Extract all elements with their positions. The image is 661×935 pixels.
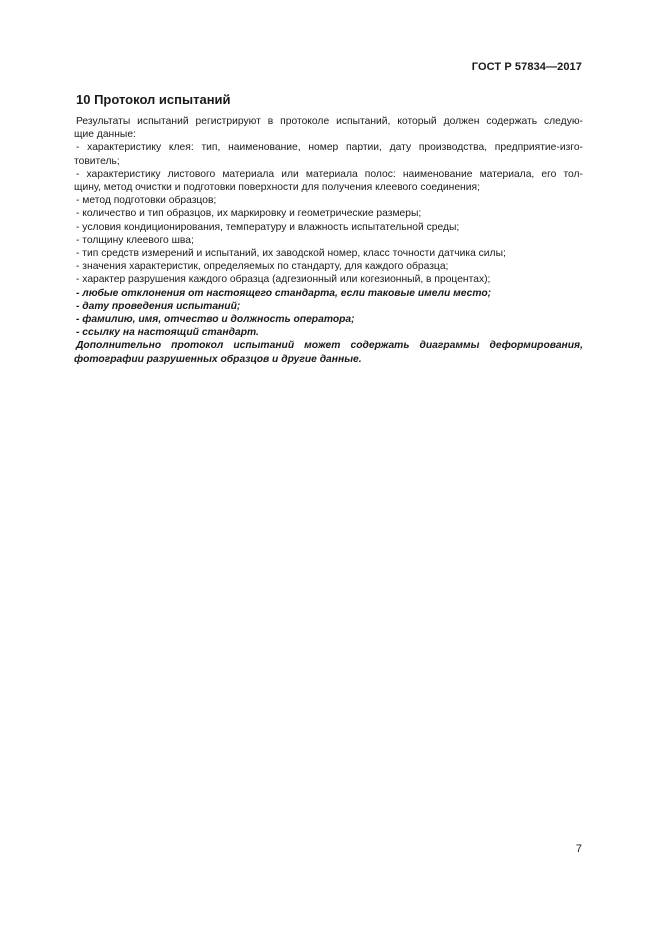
list-item-deviations: - любые отклонения от настоящего стандарта, если таковые имели место; [76, 287, 492, 299]
list-item-instruments: - тип средств измерений и испытаний, их заводской номер, класс точности датчика силы; [76, 248, 506, 260]
additional-note-a: Дополнительно протокол испытаний может содержать диаграммы деформирования, [76, 340, 583, 352]
list-item-sheet-material-b: щину, метод очистки и подготовки поверхности для получения клеевого соединения; [74, 182, 480, 194]
list-item-operator: - фамилию, имя, отчество и должность оператора; [76, 314, 355, 326]
additional-note-b: фотографии разрушенных образцов и другие данные. [74, 353, 362, 365]
list-item-test-date: - дату проведения испытаний; [76, 300, 241, 312]
list-item-specimen-count: - количество и тип образцов, их маркировку и геометрические размеры; [76, 208, 422, 220]
list-item-bond-thickness: - толщину клеевого шва; [76, 234, 194, 246]
list-item-conditioning: - условия кондиционирования, температуру и влажность испытательной среды; [76, 221, 460, 233]
intro-line-2: щие данные: [74, 129, 136, 141]
page-number: 7 [575, 843, 582, 855]
list-item-values: - значения характеристик, определяемых по стандарту, для каждого образца; [76, 261, 449, 273]
section-title: 10 Протокол испытаний [76, 92, 231, 107]
list-item-adhesive-b: товитель; [74, 155, 120, 167]
standard-code: ГОСТ Р 57834—2017 [471, 61, 582, 73]
list-item-standard-reference: - ссылку на настоящий стандарт. [76, 327, 259, 339]
list-item-sheet-material-a: - характеристику листового материала или материала полос: наименование материала, его тол- [76, 168, 583, 180]
list-item-prep-method: - метод подготовки образцов; [76, 195, 217, 207]
section-body [76, 115, 583, 366]
intro-line-1: Результаты испытаний регистрируют в протоколе испытаний, который должен содержать следую- [76, 116, 583, 127]
list-item-failure-mode: - характер разрушения каждого образца (адгезионный или когезионный, в процентах); [76, 274, 491, 286]
list-item-adhesive-a: - характеристику клея: тип, наименование, номер партии, дату производства, предприятие-изго- [76, 142, 583, 154]
